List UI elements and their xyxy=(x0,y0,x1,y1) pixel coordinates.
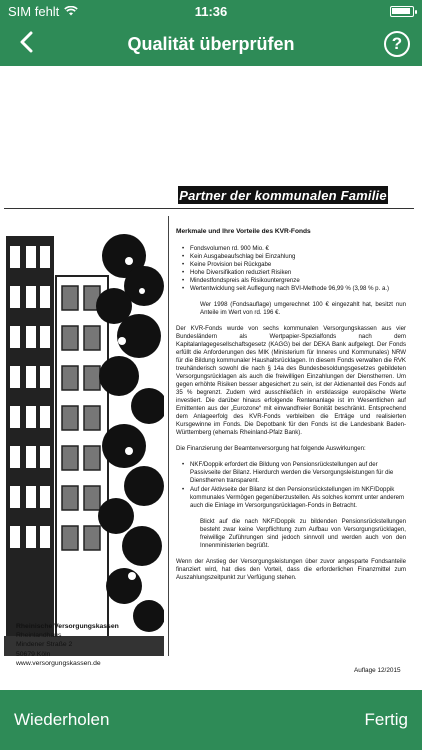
done-button[interactable]: Fertig xyxy=(364,710,408,729)
column-divider xyxy=(168,216,169,656)
address-org: Rheinische Versorgungskassen xyxy=(16,623,119,630)
list-item: • Kein Ausgabeaufschlag bei Einzahlung xyxy=(182,253,406,261)
effects-list xyxy=(182,461,406,509)
page-title: Qualität überprüfen xyxy=(127,33,295,54)
retry-button[interactable]: Wiederholen xyxy=(14,710,110,729)
address-city: 50679 Köln xyxy=(16,650,51,658)
address-block xyxy=(16,622,119,668)
list-item: • Auf der Aktivseite der Bilanz ist den Pensionsrückstellungen im NKF/Doppik kommunales Vermögen gegenüberzustellen. Als solches kommt unter anderem auch die Einlage im Versorgungsrücklagen-Fonds in Betracht. xyxy=(182,486,406,510)
nav-bar xyxy=(0,22,422,66)
financing-paragraph: Wenn der Anstieg der Versorgungsleistungen über zuvor angesparte Fondsanteile finanziert wird, hat dies den Vorteil, dass die erforderlichen Finanzmittel zum Auszahlungszeitpunkt zur Verfügung stehen. xyxy=(176,557,406,581)
clock: 11:36 xyxy=(194,3,228,19)
document-banner: Partner der kommunalen Familie xyxy=(179,187,387,203)
address-street: Mindener Straße 2 xyxy=(16,641,73,649)
document-heading: Merkmale und Ihre Vorteile des KVR-Fonds xyxy=(176,228,311,235)
list-item: • Keine Provision bei Rückgabe xyxy=(182,261,406,269)
obligation-paragraph: Blickt auf die nach NKF/Doppik zu bildenden Pensionsrückstellungen besteht zwar keine Verpflichtung zum Aufbau von Versorgungsrücklagen, freiwillige Zuführungen sind jedoch sinnvoll und werden auch von den Innenministerien begrüßt. xyxy=(200,517,406,549)
effects-intro: Die Finanzierung der Beamtenversorgung hat folgende Auswirkungen: xyxy=(176,445,366,453)
scanned-document xyxy=(4,126,414,686)
bottom-toolbar xyxy=(0,690,422,750)
fund-paragraph: Der KVR-Fonds wurde von sechs kommunalen Versorgungskassen aus vier Bundesländern als Wertpapier-Spezialfonds nach dem Kapitalanlagegesellschaftsgesetz (KAGG) bei der DEKA Bank aufgelegt. Der Fonds erfüllt die Anforderungen des MIK (Ministerium für Inneres und Kommunales) NRW für die Bildung kommunaler Haushaltsrücklagen. In diesem Fonds verwalten die RVK treuhänderisch sowohl die nach § 14a des Bundesbesoldungsgesetzes gebildeten Versorgungsrücklagen als auch die freiwilligen Einzahlungen der Dienstherren. Um gegen erhöhte Risiken besser abgesichert zu sein, ist der Aktienanteil des Fonds auf 35 % begrenzt. Zudem wird ausschließlich in erstklassige europäische Werte investiert. Die darüber hinaus erfolgende Rentenanlage ist im Wesentlichen auf Emittenten aus der „Eurozone“ mit einwandfreier Bonität beschränkt. Entsprechend dem Anlageerfolg des KVR-Fonds verbleiben die Erträge und realisierten Kursgewinne im Fonds. Die Depotbank für den Fonds ist die Landesbank Baden-Württemberg (ehemals Rheinland-Pfalz Bank). xyxy=(176,324,406,437)
battery-icon xyxy=(390,6,414,17)
address-building: Rheinlandhaus xyxy=(16,632,62,640)
scan-preview xyxy=(0,66,422,690)
list-item: • Mindestfondspreis als Risikountergrenze xyxy=(182,277,406,285)
help-button[interactable] xyxy=(384,31,410,57)
building-photo xyxy=(4,216,164,656)
list-item: • Hohe Diversifikation reduziert Risiken xyxy=(182,269,406,277)
list-item: • Wertentwicklung seit Auflegung nach BVI-Methode 96,99 % (3,98 % p. a.) xyxy=(182,285,406,293)
status-bar xyxy=(0,0,422,22)
chevron-left-icon xyxy=(19,31,33,58)
back-button[interactable] xyxy=(10,28,42,60)
list-item: • NKF/Doppik erfordert die Bildung von Pensionsrückstellungen auf der Passivseite der Bilanz. Hierdurch werden die Versorgungsleistungen für die Dienstherren transparent. xyxy=(182,461,406,485)
help-icon: ? xyxy=(391,34,403,53)
document-text-column xyxy=(176,228,406,590)
status-right xyxy=(390,6,414,17)
carrier-label: SIM fehlt xyxy=(8,3,60,19)
edition-label: Auflage 12/2015 xyxy=(354,667,401,674)
list-item: • Fondsvolumen rd. 900 Mio. € xyxy=(182,245,406,253)
address-web: www.versorgungskassen.de xyxy=(16,659,101,667)
bullet-note: Wer 1998 (Fondsauflage) umgerechnet 100 € eingezahlt hat, besitzt nun Anteile im Wert von rd. 196 €. xyxy=(200,300,406,316)
banner-divider xyxy=(4,208,414,209)
feature-list xyxy=(182,245,406,293)
